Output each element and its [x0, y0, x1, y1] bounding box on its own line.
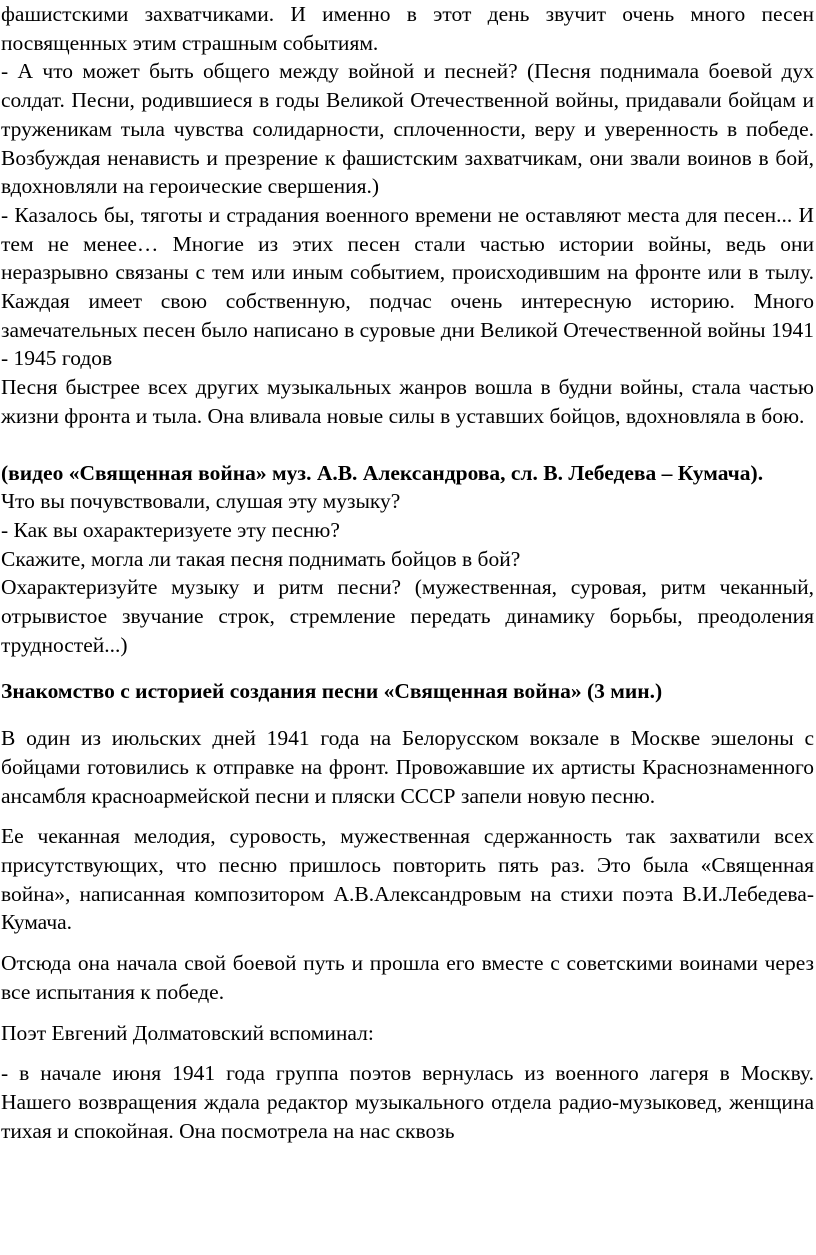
- paragraph-song-in-wartime: Песня быстрее всех других музыкальных жанров вошла в будни войны, стала частью жизни фронта и тыла. Она вливала новые силы в уставших бойцов, вдохновляла в бою.: [1, 375, 814, 428]
- question-music-rhythm: Охарактеризуйте музыку и ритм песни? (мужественная, суровая, ритм чеканный, отрывистое звучание строк, стремление передать динамику борьбы, преодоления трудностей...): [1, 575, 814, 657]
- paragraph-recollection: - в начале июня 1941 года группа поэтов вернулась из военного лагеря в Москву. Нашего возвращения ждала редактор музыкального отдела радио-музыковед, женщина тихая и спокойная. Она посмотрела на нас сквозь: [1, 1061, 814, 1143]
- paragraph-intro: фашистскими захватчиками. И именно в этот день звучит очень много песен посвященных этим страшным событиям.: [1, 2, 814, 55]
- paragraph-belorussky-station: В один из июльских дней 1941 года на Белорусском вокзале в Москве эшелоны с бойцами готовились к отправке на фронт. Провожавшие их артисты Краснознаменного ансамбля красноармейской песни и пляски СССР запели новую песню.: [1, 726, 814, 808]
- paragraph-dolmatovsky: Поэт Евгений Долматовский вспоминал:: [1, 1020, 374, 1045]
- question-characterize: - Как вы охарактеризуете эту песню?: [1, 517, 340, 542]
- paragraph-songs-history: - Казалось бы, тяготы и страдания военного времени не оставляют места для песен... И тем не менее… Многие из этих песен стали частью истории войны, ведь они неразрывно связаны с тем или иным событием, происходившим на фронте или в тылу. Каждая имеет свою собственную, подчас очень интересную историю. Много замечательных песен было написано в суровые дни Великой Отечественной войны 1941 - 1945 годов: [1, 202, 814, 371]
- paragraph-battle-path: Отсюда она начала свой боевой путь и прошла его вместе с советскими воинами через все испытания к победе.: [1, 951, 814, 1004]
- history-heading: Знакомство с историей создания песни «Священная война» (3 мин.): [1, 679, 663, 704]
- question-inspire: Скажите, могла ли такая песня поднимать бойцов в бой?: [1, 546, 521, 571]
- paragraph-war-and-song: - А что может быть общего между войной и песней? (Песня поднимала боевой дух солдат. Песни, родившиеся в годы Великой Отечественной войны, придавали бойцам и труженикам тыла чувства солидарности, сплоченности, веру и уверенность в победе. Возбуждая ненависть и презрение к фашистским захватчикам, они звали воинов в бой, вдохновляли на героические свершения.): [1, 59, 814, 199]
- question-feelings: Что вы почувствовали, слушая эту музыку?: [1, 489, 401, 514]
- video-heading: (видео «Священная война» муз. А.В. Александрова, сл. В. Лебедева – Кумача).: [1, 460, 764, 485]
- paragraph-melody: Ее чеканная мелодия, суровость, мужественная сдержанность так захватили всех присутствующих, что песню пришлось повторить пять раз. Это была «Священная война», написанная композитором А.В.Александровым на стихи поэта В.И.Лебедева- Кумача.: [1, 824, 814, 935]
